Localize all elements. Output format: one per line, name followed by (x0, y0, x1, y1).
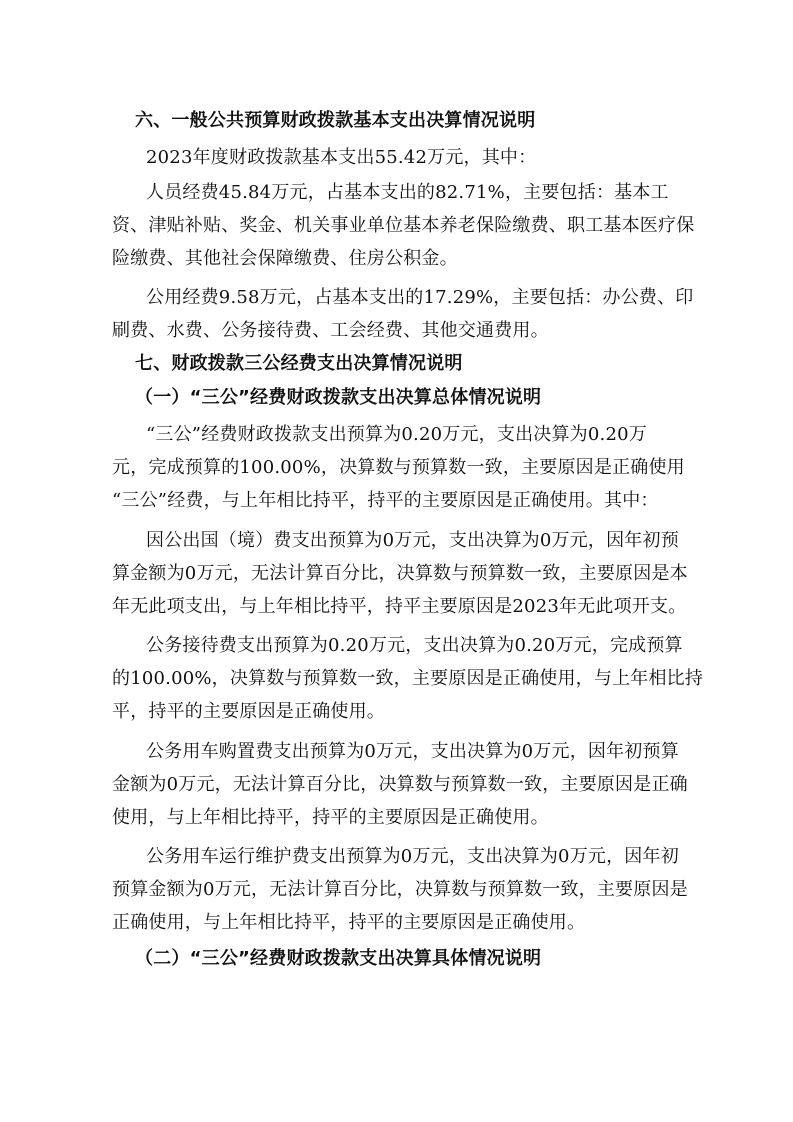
paragraph-personnel-line-1: 人员经费45.84万元，占基本支出的82.71%，主要包括：基本工 (146, 182, 669, 203)
paragraph-vehicle-operation-line-1: 公务用车运行维护费支出预算为0万元，支出决算为0万元，因年初 (146, 846, 679, 867)
paragraph-public-line-2: 刷费、水费、公务接待费、工会经费、其他交通费用。 (112, 320, 549, 341)
paragraph-basic-expenditure-total: 2023年度财政拨款基本支出55.42万元，其中： (146, 147, 537, 168)
paragraph-public-line-1: 公用经费9.58万元，占基本支出的17.29%，主要包括：办公费、印 (146, 287, 694, 308)
paragraph-abroad-line-1: 因公出国（境）费支出预算为0万元，支出决算为0万元，因年初预 (146, 530, 679, 551)
paragraph-vehicle-purchase-line-1: 公务用车购置费支出预算为0万元，支出决算为0万元，因年初预算 (146, 741, 679, 762)
paragraph-vehicle-purchase-line-3: 使用，与上年相比持平，持平的主要原因是正确使用。 (112, 807, 549, 828)
paragraph-abroad-line-3: 年无此项支出，与上年相比持平，持平主要原因是2023年无此项开支。 (112, 596, 687, 617)
paragraph-vehicle-purchase-line-2: 金额为0万元，无法计算百分比，决算数与预算数一致，主要原因是正确 (112, 774, 688, 795)
paragraph-reception-line-2: 的100.00%，决算数与预算数一致，主要原因是正确使用，与上年相比持 (112, 668, 704, 689)
section-heading-6: 六、一般公共预算财政拨款基本支出决算情况说明 (135, 110, 536, 131)
paragraph-sangong-line-1: “三公”经费财政拨款支出预算为0.20万元，支出决算为0.20万 (146, 424, 647, 445)
paragraph-vehicle-operation-line-2: 预算金额为0万元，无法计算百分比，决算数与预算数一致，主要原因是 (112, 879, 688, 900)
paragraph-reception-line-3: 平，持平的主要原因是正确使用。 (112, 701, 385, 722)
paragraph-reception-line-1: 公务接待费支出预算为0.20万元，支出决算为0.20万元，完成预算 (146, 635, 683, 656)
paragraph-vehicle-operation-line-3: 正确使用，与上年相比持平，持平的主要原因是正确使用。 (112, 912, 586, 933)
section-heading-7: 七、财政拨款三公经费支出决算情况说明 (135, 353, 463, 374)
subsection-heading-1: （一）“三公”经费财政拨款支出决算总体情况说明 (135, 387, 542, 408)
subsection-heading-2: （二）“三公”经费财政拨款支出决算具体情况说明 (135, 948, 542, 969)
paragraph-personnel-line-2: 资、津贴补贴、奖金、机关事业单位基本养老保险缴费、职工基本医疗保 (112, 215, 695, 236)
paragraph-personnel-line-3: 险缴费、其他社会保障缴费、住房公积金。 (112, 248, 458, 269)
paragraph-sangong-line-2: 元，完成预算的100.00%，决算数与预算数一致，主要原因是正确使用 (112, 457, 685, 478)
paragraph-abroad-line-2: 算金额为0万元，无法计算百分比，决算数与预算数一致，主要原因是本 (112, 563, 688, 584)
paragraph-sangong-line-3: “三公”经费，与上年相比持平，持平的主要原因是正确使用。其中： (112, 490, 659, 511)
